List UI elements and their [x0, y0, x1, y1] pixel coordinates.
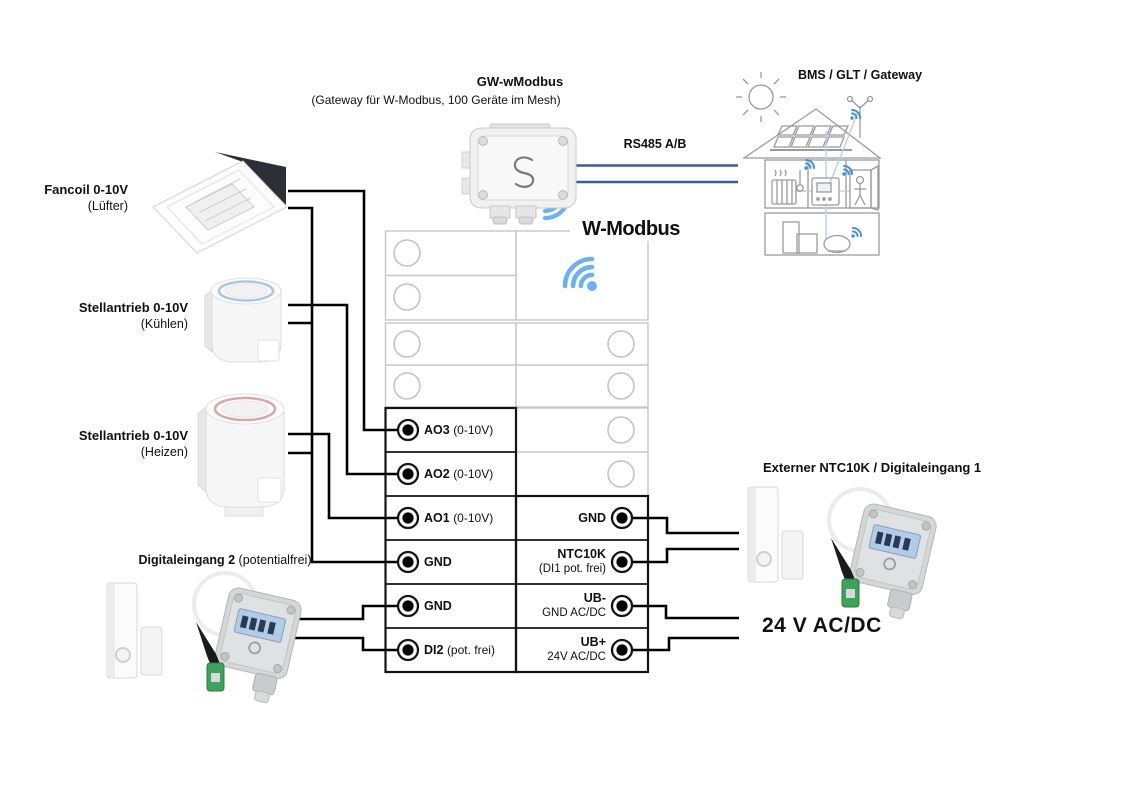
power-supply-label: 24 V AC/DC [762, 614, 882, 637]
door-contact-right [748, 487, 803, 582]
signal-wires [288, 191, 739, 650]
terminal-ao3: AO3 (0-10V) [424, 423, 494, 437]
terminal-gnd-1: GND [424, 555, 452, 569]
bms-house-illustration [736, 72, 880, 255]
ntc-sensor-right [829, 489, 938, 622]
bms-label: BMS / GLT / Gateway [797, 68, 923, 82]
actuator-heating-device [198, 394, 284, 516]
fancoil-label: Fancoil 0-10V (Lüfter) [44, 182, 128, 213]
terminal-ao2: AO2 (0-10V) [424, 467, 494, 481]
terminal-ao1: AO1 (0-10V) [424, 511, 494, 525]
actuator-cooling-label: Stellantrieb 0-10V (Kühlen) [78, 300, 188, 331]
wmodbus-label: W-Modbus [570, 218, 692, 241]
pod-device-icon [824, 236, 850, 253]
rs485-label: RS485 A/B [623, 137, 687, 151]
digital-input-2-label: Digitaleingang 2 (potentialfrei) [138, 553, 312, 567]
terminal-gnd-2: GND [424, 599, 452, 613]
terminal-gnd-right: GND [578, 511, 606, 525]
wmodbus-wifi-icon [559, 253, 609, 303]
door-contact-left [107, 583, 162, 678]
terminal-ub-minus: UB- GND AC/DC [542, 591, 606, 619]
gateway-subtitle: (Gateway für W-Modbus, 100 Geräte im Mesh) [311, 93, 561, 107]
ntc-sensor-left [194, 573, 303, 706]
unused-terminals [394, 240, 634, 487]
external-ntc-label: Externer NTC10K / Digitaleingang 1 [763, 460, 982, 475]
terminal-di2: DI2 (pot. frei) [424, 643, 495, 657]
terminal-ub-plus: UB+ 24V AC/DC [547, 635, 606, 663]
terminal-ntc10k: NTC10K (DI1 pot. frei) [538, 547, 606, 575]
rs485-bus-lines [576, 166, 738, 183]
actuator-cooling-device [205, 278, 281, 362]
fancoil-device [153, 152, 287, 253]
gateway-title: GW-wModbus [476, 74, 564, 89]
gateway-device [462, 124, 576, 224]
actuator-heating-label: Stellantrieb 0-10V (Heizen) [78, 428, 188, 459]
sun-icon [736, 72, 786, 122]
